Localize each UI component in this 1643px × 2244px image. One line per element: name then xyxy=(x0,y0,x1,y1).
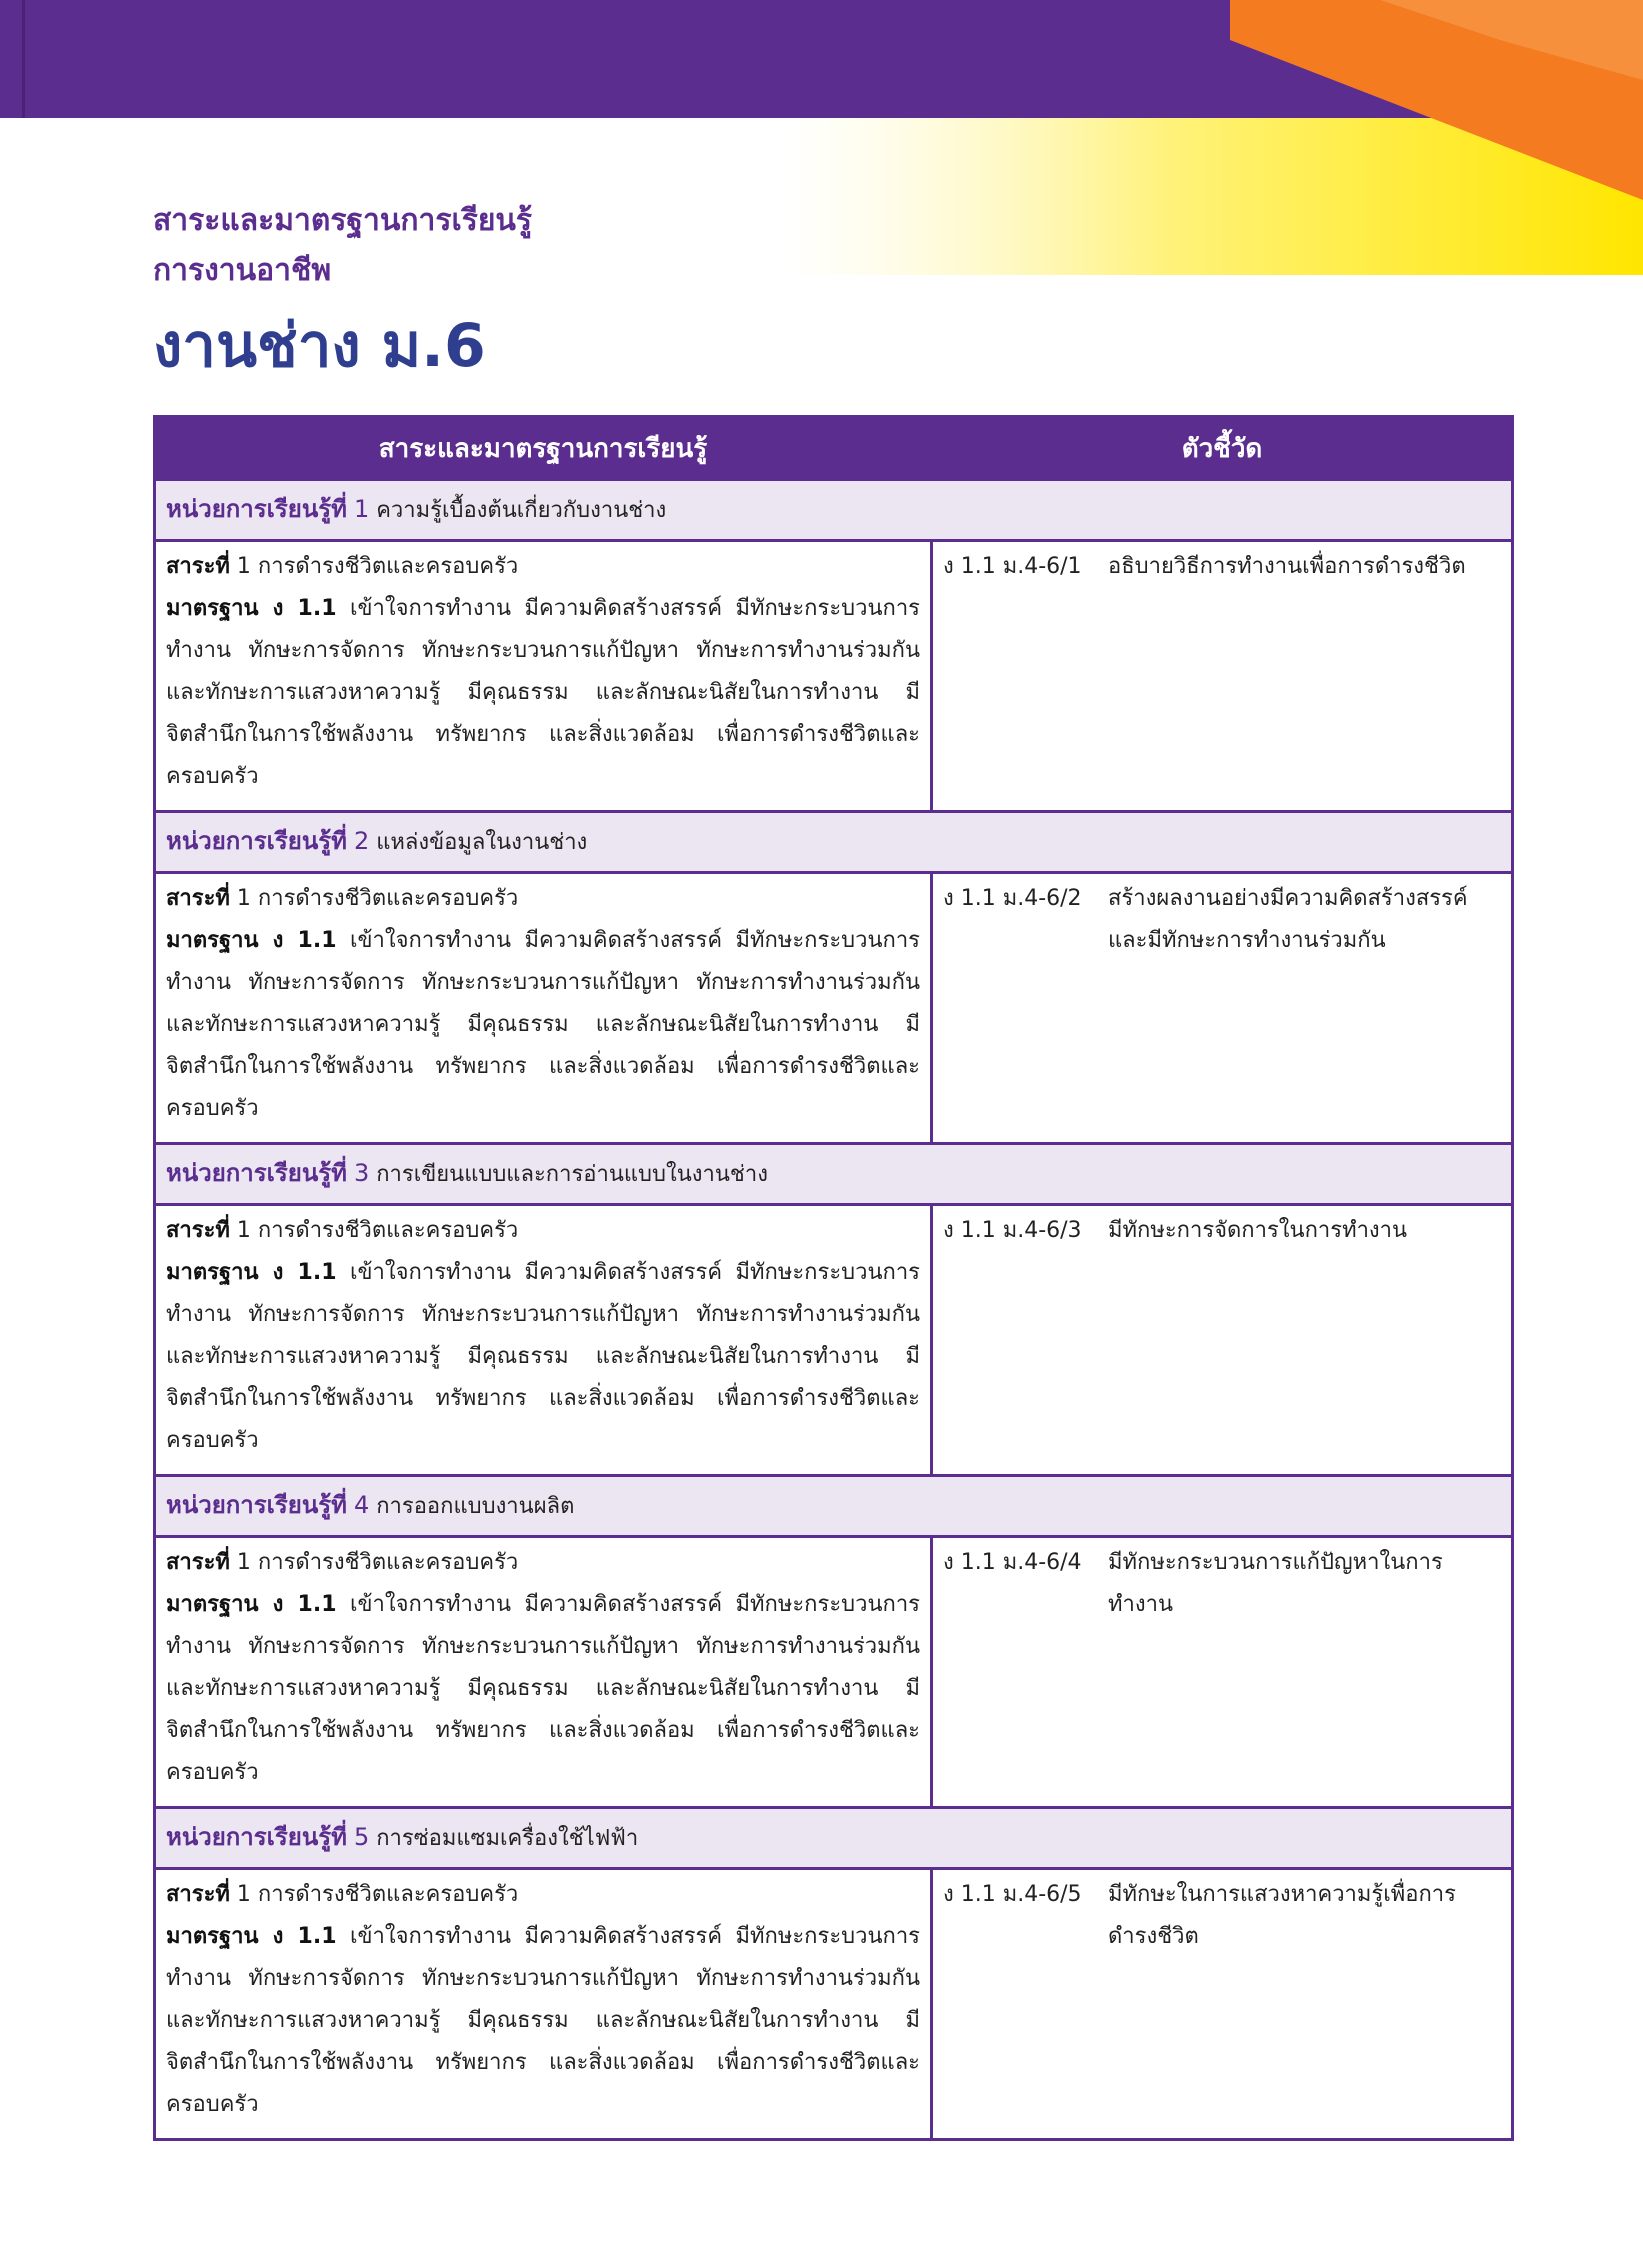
unit-row xyxy=(155,1144,1513,1205)
standard-cell xyxy=(155,541,932,812)
strand-text: 1 การดำรงชีวิตและครอบครัว xyxy=(236,1550,519,1575)
standard-cell xyxy=(155,1205,932,1476)
strand-text: 1 การดำรงชีวิตและครอบครัว xyxy=(236,886,519,911)
unit-number: 4 xyxy=(353,1491,370,1519)
indicator-code: ง 1.1 ม.4-6/4 xyxy=(943,1550,1082,1575)
indicator-code: ง 1.1 ม.4-6/2 xyxy=(943,886,1082,911)
standard-cell xyxy=(155,1537,932,1808)
unit-title: แหล่งข้อมูลในงานช่าง xyxy=(376,830,588,855)
col-header-standards: สาระและมาตรฐานการเรียนรู้ xyxy=(155,417,932,480)
top-banner xyxy=(0,0,1643,118)
indicator-text: มีทักษะในการแสวงหาความรู้เพื่อการดำรงชีวิต xyxy=(1108,1882,1456,1949)
unit-title: การเขียนแบบและการอ่านแบบในงานช่าง xyxy=(376,1162,768,1187)
standard-label: มาตรฐาน ง 1.1 xyxy=(166,1924,337,1949)
standard-text: เข้าใจการทำงาน มีความคิดสร้างสรรค์ มีทักษะกระบวนการทำงาน ทักษะการจัดการ ทักษะกระบวนการแก้ปัญหา ทักษะการทำงานร่วมกัน และทักษะการแสวงหาความรู้ มีคุณธรรม และลักษณะนิสัยในการทำงาน มีจิตสำนึกในการใช้พลังงาน ทรัพยากร และสิ่งแวดล้อม เพื่อการดำรงชีวิตและครอบครัว xyxy=(166,1260,920,1453)
unit-heading xyxy=(155,480,1513,541)
standard-label: มาตรฐาน ง 1.1 xyxy=(166,1592,337,1617)
strand-label: สาระที่ xyxy=(166,1218,230,1243)
indicator-text: มีทักษะกระบวนการแก้ปัญหาในการทำงาน xyxy=(1108,1550,1443,1617)
indicator-code: ง 1.1 ม.4-6/3 xyxy=(943,1218,1082,1243)
table-row xyxy=(155,541,1513,812)
strand-label: สาระที่ xyxy=(166,1550,230,1575)
unit-number: 2 xyxy=(353,827,370,855)
unit-heading xyxy=(155,1144,1513,1205)
page-title: งานช่าง ม.6 xyxy=(153,311,486,381)
unit-label: หน่วยการเรียนรู้ที่ xyxy=(166,1491,347,1519)
banner-edge xyxy=(22,0,25,118)
unit-label: หน่วยการเรียนรู้ที่ xyxy=(166,827,347,855)
standard-text: เข้าใจการทำงาน มีความคิดสร้างสรรค์ มีทักษะกระบวนการทำงาน ทักษะการจัดการ ทักษะกระบวนการแก้ปัญหา ทักษะการทำงานร่วมกัน และทักษะการแสวงหาความรู้ มีคุณธรรม และลักษณะนิสัยในการทำงาน มีจิตสำนึกในการใช้พลังงาน ทรัพยากร และสิ่งแวดล้อม เพื่อการดำรงชีวิตและครอบครัว xyxy=(166,1592,920,1785)
unit-title: การออกแบบงานผลิต xyxy=(376,1494,575,1519)
standard-label: มาตรฐาน ง 1.1 xyxy=(166,928,337,953)
indicator-cell xyxy=(932,1205,1513,1476)
unit-heading xyxy=(155,1476,1513,1537)
unit-row xyxy=(155,812,1513,873)
standard-cell xyxy=(155,1869,932,2140)
indicator-text: สร้างผลงานอย่างมีความคิดสร้างสรรค์และมีทักษะการทำงานร่วมกัน xyxy=(1108,886,1468,953)
indicator-text: อธิบายวิธีการทำงานเพื่อการดำรงชีวิต xyxy=(1108,554,1466,579)
standard-cell xyxy=(155,873,932,1144)
indicator-cell xyxy=(932,541,1513,812)
unit-heading xyxy=(155,1808,1513,1869)
table-row xyxy=(155,873,1513,1144)
strand-text: 1 การดำรงชีวิตและครอบครัว xyxy=(236,1218,519,1243)
standard-text: เข้าใจการทำงาน มีความคิดสร้างสรรค์ มีทักษะกระบวนการทำงาน ทักษะการจัดการ ทักษะกระบวนการแก้ปัญหา ทักษะการทำงานร่วมกัน และทักษะการแสวงหาความรู้ มีคุณธรรม และลักษณะนิสัยในการทำงาน มีจิตสำนึกในการใช้พลังงาน ทรัพยากร และสิ่งแวดล้อม เพื่อการดำรงชีวิตและครอบครัว xyxy=(166,1924,920,2117)
indicator-cell xyxy=(932,1869,1513,2140)
strand-label: สาระที่ xyxy=(166,1882,230,1907)
table-row xyxy=(155,1537,1513,1808)
indicator-code: ง 1.1 ม.4-6/5 xyxy=(943,1882,1082,1907)
indicator-code: ง 1.1 ม.4-6/1 xyxy=(943,554,1082,579)
standard-label: มาตรฐาน ง 1.1 xyxy=(166,1260,337,1285)
standards-table xyxy=(153,415,1514,2141)
heading-subtitle-2: การงานอาชีพ xyxy=(153,253,332,288)
unit-row xyxy=(155,1808,1513,1869)
table-header-row xyxy=(155,417,1513,480)
table-row xyxy=(155,1869,1513,2140)
unit-number: 3 xyxy=(353,1159,370,1187)
unit-label: หน่วยการเรียนรู้ที่ xyxy=(166,495,347,523)
standard-label: มาตรฐาน ง 1.1 xyxy=(166,596,337,621)
unit-title: การซ่อมแซมเครื่องใช้ไฟฟ้า xyxy=(376,1826,639,1851)
table-row xyxy=(155,1205,1513,1476)
unit-label: หน่วยการเรียนรู้ที่ xyxy=(166,1159,347,1187)
unit-row xyxy=(155,480,1513,541)
unit-row xyxy=(155,1476,1513,1537)
strand-text: 1 การดำรงชีวิตและครอบครัว xyxy=(236,554,519,579)
unit-number: 1 xyxy=(353,495,370,523)
unit-heading xyxy=(155,812,1513,873)
heading-subtitle-1: สาระและมาตรฐานการเรียนรู้ xyxy=(153,203,533,238)
page-heading xyxy=(153,196,1053,386)
unit-number: 5 xyxy=(353,1823,370,1851)
unit-label: หน่วยการเรียนรู้ที่ xyxy=(166,1823,347,1851)
strand-text: 1 การดำรงชีวิตและครอบครัว xyxy=(236,1882,519,1907)
strand-label: สาระที่ xyxy=(166,554,230,579)
unit-title: ความรู้เบื้องต้นเกี่ยวกับงานช่าง xyxy=(376,498,667,523)
indicator-cell xyxy=(932,1537,1513,1808)
indicator-cell xyxy=(932,873,1513,1144)
standard-text: เข้าใจการทำงาน มีความคิดสร้างสรรค์ มีทักษะกระบวนการทำงาน ทักษะการจัดการ ทักษะกระบวนการแก้ปัญหา ทักษะการทำงานร่วมกัน และทักษะการแสวงหาความรู้ มีคุณธรรม และลักษณะนิสัยในการทำงาน มีจิตสำนึกในการใช้พลังงาน ทรัพยากร และสิ่งแวดล้อม เพื่อการดำรงชีวิตและครอบครัว xyxy=(166,596,920,789)
col-header-indicators: ตัวชี้วัด xyxy=(932,417,1513,480)
indicator-text: มีทักษะการจัดการในการทำงาน xyxy=(1108,1218,1408,1243)
strand-label: สาระที่ xyxy=(166,886,230,911)
standard-text: เข้าใจการทำงาน มีความคิดสร้างสรรค์ มีทักษะกระบวนการทำงาน ทักษะการจัดการ ทักษะกระบวนการแก้ปัญหา ทักษะการทำงานร่วมกัน และทักษะการแสวงหาความรู้ มีคุณธรรม และลักษณะนิสัยในการทำงาน มีจิตสำนึกในการใช้พลังงาน ทรัพยากร และสิ่งแวดล้อม เพื่อการดำรงชีวิตและครอบครัว xyxy=(166,928,920,1121)
